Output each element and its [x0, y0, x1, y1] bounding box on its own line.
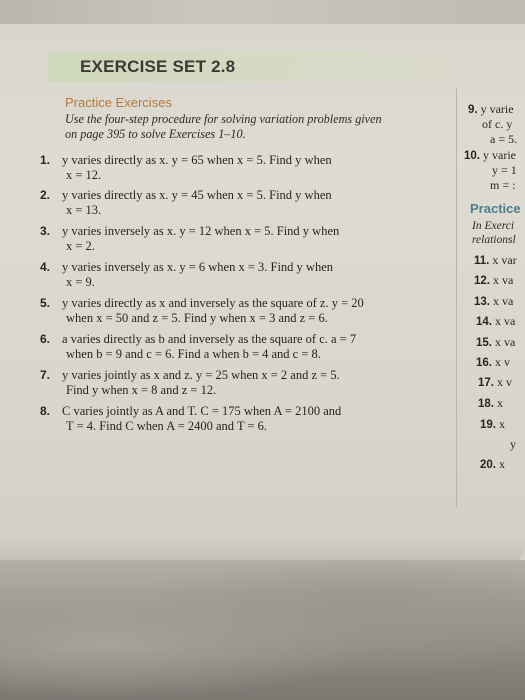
exercise-number: 6.	[40, 332, 51, 346]
exercise-text: x va	[495, 335, 516, 349]
exercise-number: 19.	[480, 419, 496, 431]
instructions-line-1: Use the four-step procedure for solving variation problems given	[65, 112, 382, 126]
exercise-text-line: Find y when x = 8 and z = 12.	[66, 383, 217, 397]
exercise-number: 9.	[468, 104, 478, 116]
exercise-number: 13.	[474, 296, 490, 308]
right-instructions-line-1: In Exerci	[472, 220, 515, 232]
exercise-text: x	[497, 396, 503, 410]
previous-page-edge	[0, 0, 525, 24]
exercise-20	[480, 457, 505, 472]
practice-heading-right: Practice	[470, 201, 521, 216]
exercise-14	[476, 314, 515, 329]
exercise-8	[40, 404, 455, 434]
fabric-background	[0, 560, 525, 700]
exercise-19	[480, 417, 505, 432]
exercise-15	[476, 335, 515, 350]
exercise-number: 8.	[40, 404, 51, 418]
exercise-3	[40, 224, 455, 254]
exercise-10-line-3: m = :	[490, 178, 516, 192]
exercise-text-line: y varies jointly as x and z. y = 25 when x = 2 and z = 5.	[62, 368, 340, 382]
exercise-text-line: y varies inversely as x. y = 6 when x = 3. Find y when	[62, 260, 334, 274]
practice-exercises-heading: Practice Exercises	[65, 95, 172, 110]
exercise-text-line: x = 9.	[66, 275, 95, 289]
exercise-text: x va	[495, 314, 516, 328]
exercise-number: 4.	[40, 260, 51, 274]
exercise-number: 17.	[478, 377, 494, 389]
exercise-text-line: x = 2.	[66, 239, 95, 253]
exercise-5	[40, 296, 455, 326]
exercise-10-line-2: y = 1	[492, 163, 517, 177]
instructions	[65, 112, 425, 142]
exercise-text-line: y varie	[483, 148, 516, 162]
column-divider	[456, 88, 457, 508]
exercise-6	[40, 332, 455, 362]
exercise-text-line: x = 12.	[66, 168, 102, 182]
exercise-text-line: when x = 50 and z = 5. Find y when x = 3 and z = 6.	[66, 311, 328, 325]
exercise-text-line: y varie	[480, 102, 514, 116]
exercise-11	[474, 253, 517, 268]
right-column-cropped	[462, 0, 525, 520]
exercise-16	[476, 355, 510, 370]
exercise-text-line: y varies directly as x. y = 45 when x = 5. Find y when	[62, 188, 332, 202]
exercise-list	[40, 153, 455, 434]
exercise-2	[40, 188, 455, 218]
exercise-number: 20.	[480, 459, 496, 471]
exercise-number: 15.	[476, 337, 492, 349]
exercise-text: x var	[492, 253, 517, 267]
exercise-18	[478, 396, 503, 411]
exercise-text: y	[510, 437, 516, 451]
exercise-number: 2.	[40, 188, 51, 202]
exercise-number: 12.	[474, 275, 490, 287]
exercise-12	[474, 273, 513, 288]
exercise-9-line-3: a = 5.	[490, 132, 518, 146]
exercise-9-line-2: of c. y	[482, 117, 513, 131]
exercise-1	[40, 153, 455, 183]
exercise-9-line-1	[468, 102, 514, 117]
exercise-text-line: y varies directly as x and inversely as the square of z. y = 20	[62, 296, 364, 310]
exercise-set-title: EXERCISE SET 2.8	[80, 57, 236, 76]
exercise-number: 18.	[478, 398, 494, 410]
exercise-7	[40, 368, 455, 398]
exercise-number: 5.	[40, 296, 51, 310]
exercise-10-line-1	[464, 148, 516, 163]
exercise-number: 14.	[476, 316, 492, 328]
exercise-text: x	[499, 417, 505, 431]
exercise-17	[478, 375, 512, 390]
exercise-text: x va	[493, 273, 514, 287]
right-instructions-line-2: relationsl	[472, 234, 516, 246]
exercise-text-line: a varies directly as b and inversely as the square of c. a = 7	[62, 332, 357, 346]
exercise-text-line: y varies inversely as x. y = 12 when x = 5. Find y when	[62, 224, 340, 238]
exercise-number: 1.	[40, 153, 51, 167]
exercise-text-line: T = 4. Find C when A = 2400 and T = 6.	[66, 419, 268, 433]
exercise-number: 16.	[476, 357, 492, 369]
exercise-text-line: C varies jointly as A and T. C = 175 when A = 2100 and	[62, 404, 342, 418]
exercise-text: x va	[493, 294, 514, 308]
exercise-13	[474, 294, 513, 309]
exercise-4	[40, 260, 455, 290]
exercise-text-line: y varies directly as x. y = 65 when x = 5. Find y when	[62, 153, 332, 167]
exercise-text: x v	[497, 375, 512, 389]
instructions-line-2: on page 395 to solve Exercises 1–10.	[65, 127, 246, 141]
exercise-number: 11.	[474, 255, 490, 267]
exercise-number: 3.	[40, 224, 51, 238]
exercise-number: 10.	[464, 150, 480, 162]
exercise-number: 7.	[40, 368, 51, 382]
exercise-text-line: x = 13.	[66, 203, 102, 217]
exercise-19-line-2	[510, 437, 516, 452]
exercise-text: x	[499, 457, 505, 471]
exercise-text: x v	[495, 355, 510, 369]
exercise-text-line: when b = 9 and c = 6. Find a when b = 4 and c = 8.	[66, 347, 321, 361]
